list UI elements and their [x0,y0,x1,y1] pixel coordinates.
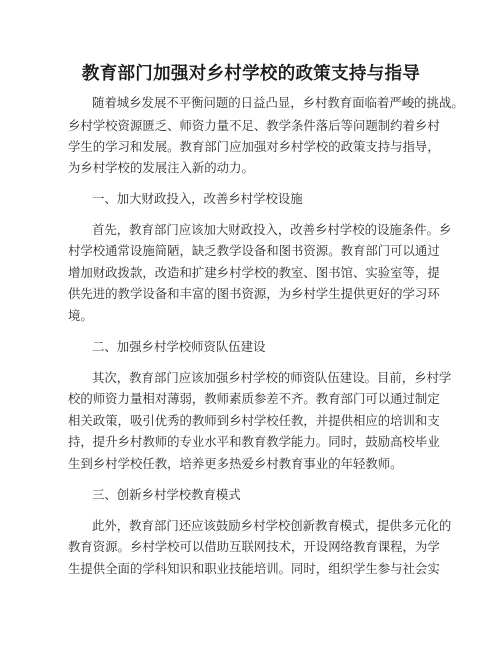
intro-line-3: 学生的学习和发展。教育部门应加强对乡村学校的政策支持与指导， [68,139,440,154]
section-1-line-2: 村学校通常设施简陋，缺乏教学设备和图书资源。教育部门可以通过 [68,243,440,258]
section-1-line-3: 增加财政拨款，改造和扩建乡村学校的教室、图书馆、实验室等，提 [68,265,440,280]
section-3-line-3: 生提供全面的学科知识和职业技能培训。同时，组织学生参与社会实 [68,561,440,576]
section-3-line-1: 此外，教育部门还应该鼓励乡村学校创新教育模式，提供多元化的 [92,518,452,533]
section-2-line-5: 生到乡村学校任教，培养更多热爱乡村教育事业的年轻教师。 [68,456,403,471]
section-3-heading: 三、创新乡村学校教育模式 [92,487,241,502]
intro-line-2: 乡村学校资源匮乏、师资力量不足、教学条件落后等问题制约着乡村 [68,118,440,133]
section-1-line-4: 供先进的教学设备和丰富的图书资源，为乡村学生提供更好的学习环 [68,286,440,301]
section-3-line-2: 教育资源。乡村学校可以借助互联网技术，开设网络教育课程，为学 [68,539,440,554]
section-2-line-2: 校的师资力量相对薄弱，教师素质参差不齐。教育部门可以通过制定 [68,391,440,406]
section-1-line-5: 境。 [68,308,93,323]
section-2-line-3: 相关政策，吸引优秀的教师到乡村学校任教，并提供相应的培训和支 [68,413,440,428]
intro-line-4: 为乡村学校的发展注入新的动力。 [68,160,254,175]
section-2-line-4: 持，提升乡村教师的专业水平和教育教学能力。同时，鼓励高校毕业 [68,434,440,449]
intro-line-1: 随着城乡发展不平衡问题的日益凸显，乡村教育面临着严峻的挑战。 [92,95,464,110]
section-2-line-1: 其次，教育部门应该加强乡村学校的师资队伍建设。目前，乡村学 [92,370,452,385]
section-1-line-1: 首先，教育部门应该加大财政投入，改善乡村学校的设施条件。乡 [92,222,452,237]
page-title: 教育部门加强对乡村学校的政策支持与指导 [81,64,421,84]
section-2-heading: 二、加强乡村学校师资队伍建设 [92,339,266,354]
section-1-heading: 一、加大财政投入，改善乡村学校设施 [92,191,303,206]
